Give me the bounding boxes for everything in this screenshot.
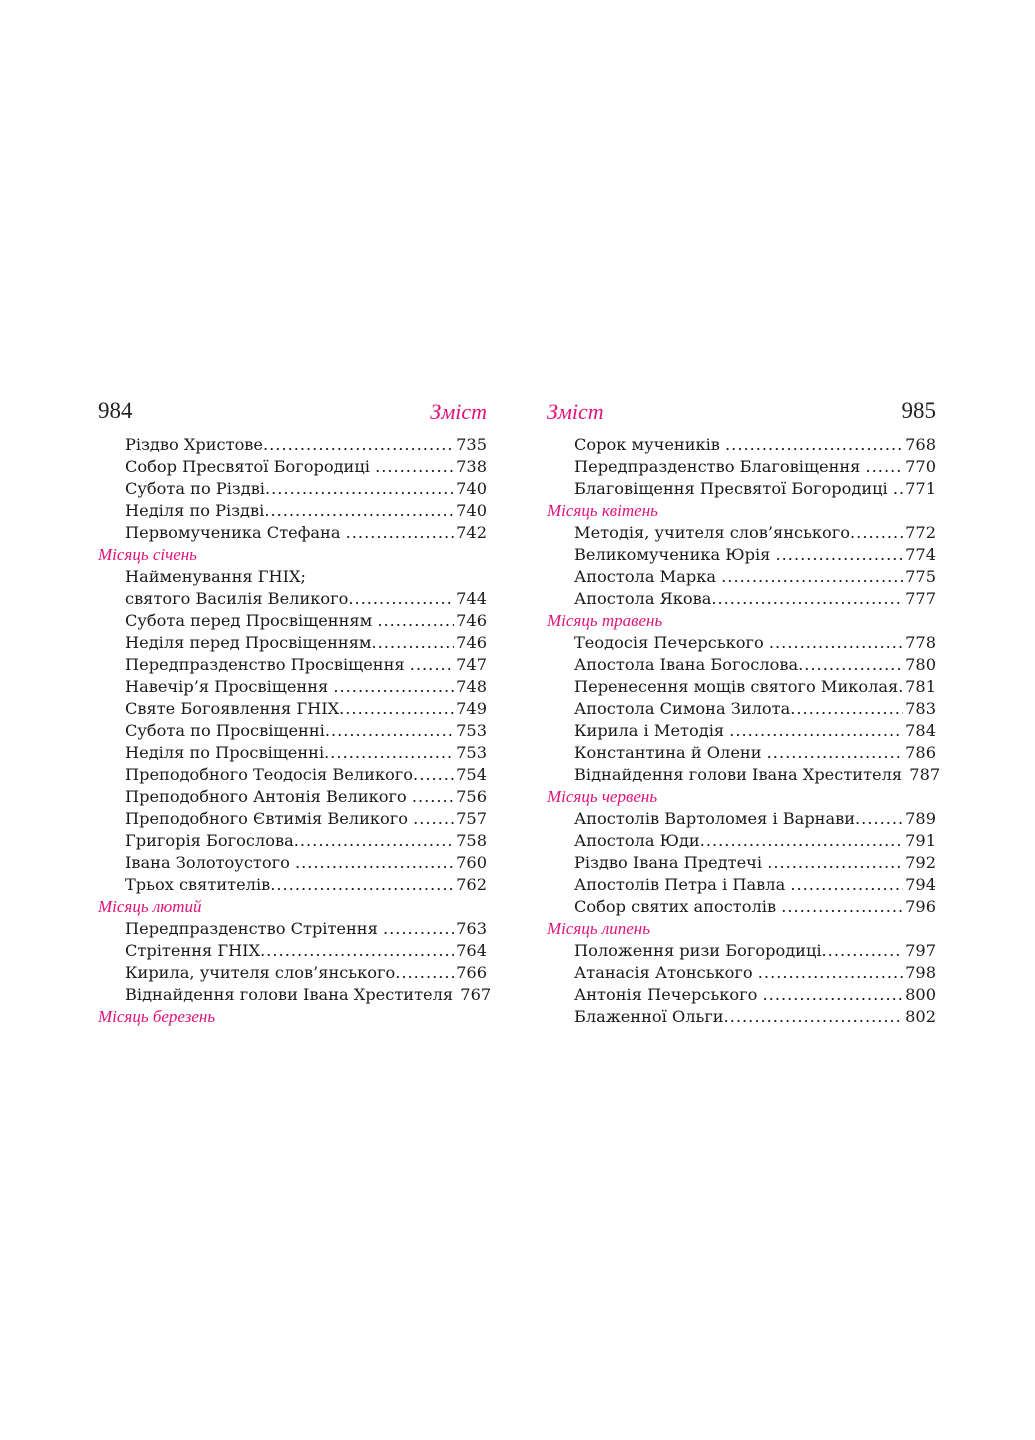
toc-entry-page: 798: [905, 963, 936, 982]
toc-entry-page: 794: [905, 875, 936, 894]
toc-entry-page: 768: [905, 435, 936, 454]
toc-entry-title: Різдво Івана Предтечі: [574, 853, 768, 872]
dot-leader: [767, 852, 903, 874]
toc-entry: [547, 1006, 936, 1028]
toc-entry-title: Віднайдення голови Івана Хрестителя: [574, 765, 908, 784]
toc-entry-title: Кирила, учителя слов’янського: [125, 963, 396, 982]
toc-entry-title: Святе Богоявлення ГНІХ: [125, 699, 340, 718]
toc-entry-page: 802: [905, 1007, 936, 1026]
toc-entry-page: 756: [456, 787, 487, 806]
toc-entry: [547, 764, 941, 786]
dot-leader: [264, 500, 454, 522]
toc-entry-page: 767: [460, 985, 492, 1004]
toc-entry-title: Положення ризи Богородиці: [574, 941, 822, 960]
dot-leader: [375, 456, 454, 478]
toc-entry: [98, 434, 487, 456]
toc-entry-page: 766: [456, 963, 487, 982]
toc-entry-page: 787: [909, 765, 941, 784]
section-title: Зміст: [430, 399, 487, 424]
toc-entry-title: Івана Золотоустого: [125, 853, 295, 872]
toc-entry-page: 740: [456, 501, 487, 520]
toc-entry-page: 780: [905, 655, 936, 674]
toc-entry-page: 746: [456, 633, 487, 652]
toc-entry: [547, 566, 936, 588]
dot-leader: [724, 1006, 904, 1028]
toc-entry-title: Найменування ГНІХ;: [125, 567, 306, 586]
toc-entry: [547, 940, 936, 962]
toc-entry-page: 796: [905, 897, 936, 916]
toc-entry-page: 753: [456, 721, 487, 740]
dot-leader: [383, 918, 454, 940]
toc-entry-title: Методія, учителя слов’янського: [574, 523, 851, 542]
toc-entry: [98, 830, 487, 852]
toc-entry: [547, 962, 936, 984]
toc-entry-title: Передпразденство Благовіщення: [574, 457, 866, 476]
toc-entry-title: Апостола Симона Зилота: [574, 699, 791, 718]
toc-list-left: [98, 434, 492, 1028]
toc-entry-title: Антонія Печерського: [574, 985, 763, 1004]
toc-entry: [547, 676, 936, 698]
toc-entry-title: Первомученика Стефана: [125, 523, 346, 542]
dot-leader: [263, 434, 454, 456]
dot-leader: [822, 940, 904, 962]
month-heading: Місяць квітень: [547, 501, 658, 520]
toc-list-right: [547, 434, 941, 1028]
month-heading: Місяць червень: [547, 787, 658, 806]
toc-entry-title: Апостолів Вартоломея і Варнави: [574, 809, 856, 828]
toc-entry-title: Теодосія Печерського: [574, 633, 769, 652]
dot-leader: [325, 720, 454, 742]
toc-entry-page: 777: [905, 589, 936, 608]
dot-leader: [348, 588, 454, 610]
month-heading: Місяць березень: [98, 1007, 216, 1026]
toc-entry-page: 742: [456, 523, 487, 542]
dot-leader: [790, 698, 903, 720]
toc-entry-page: 748: [456, 677, 487, 696]
dot-leader: [372, 632, 455, 654]
toc-entry-page: 778: [905, 633, 936, 652]
dot-leader: [776, 544, 904, 566]
toc-entry-page: 757: [456, 809, 487, 828]
toc-entry-page: 792: [905, 853, 936, 872]
toc-entry: [547, 720, 936, 742]
dot-leader: [725, 434, 903, 456]
dot-leader: [855, 808, 903, 830]
dot-leader: [413, 808, 454, 830]
toc-entry-page: 738: [456, 457, 487, 476]
dot-leader: [700, 830, 903, 852]
toc-entry-title: Блаженної Ольги: [574, 1007, 724, 1026]
page-number: 985: [901, 398, 936, 423]
toc-entry-title: Неділя по Просвіщенні: [125, 743, 325, 762]
right-running-head: [547, 398, 936, 434]
dot-leader: [758, 962, 903, 984]
dot-leader: [395, 962, 454, 984]
dot-leader: [798, 654, 903, 676]
left-page: [98, 398, 492, 1028]
toc-entry: [98, 962, 487, 984]
toc-entry-title: Субота по Просвіщенні: [125, 721, 325, 740]
toc-entry-title: Собор святих апостолів: [574, 897, 782, 916]
toc-entry-page: 747: [456, 655, 487, 674]
toc-entry: [98, 786, 487, 808]
toc-entry-title: Собор Пресвятої Богородиці: [125, 457, 376, 476]
toc-entry-page: 740: [456, 479, 487, 498]
toc-entry-title: святого Василія Великого: [125, 589, 349, 608]
toc-entry-title: Апостола Якова: [574, 589, 712, 608]
toc-entry-page: 744: [456, 589, 487, 608]
toc-entry-page: 735: [456, 435, 487, 454]
toc-entry: [98, 764, 487, 786]
toc-entry-page: 791: [905, 831, 936, 850]
toc-entry: [547, 434, 936, 456]
toc-entry-page: 771: [905, 479, 936, 498]
dot-leader: [339, 698, 454, 720]
toc-entry: [547, 896, 936, 918]
toc-entry-page: 770: [905, 457, 936, 476]
toc-entry: [547, 698, 936, 720]
dot-leader: [866, 456, 904, 478]
toc-entry-title: Апостола Юди: [574, 831, 700, 850]
toc-entry-title: Субота по Різдві: [125, 479, 265, 498]
toc-entry: [547, 654, 936, 676]
toc-entry: [547, 852, 936, 874]
section-title: Зміст: [547, 399, 604, 424]
dot-leader: [413, 764, 454, 786]
dot-leader: [767, 742, 903, 764]
dot-leader: [260, 940, 454, 962]
dot-leader: [346, 522, 454, 544]
dot-leader: [769, 632, 903, 654]
toc-entry-title: Преподобного Євтимія Великого: [125, 809, 414, 828]
toc-entry-page: 764: [456, 941, 487, 960]
toc-entry-title: Навечір’я Просвіщення: [125, 677, 334, 696]
dot-leader: [295, 852, 454, 874]
dot-leader: [850, 522, 903, 544]
dot-leader: [294, 830, 454, 852]
dot-leader: [729, 720, 903, 742]
toc-entry: [547, 478, 936, 500]
left-running-head: [98, 398, 487, 434]
toc-entry-line: [98, 566, 487, 588]
toc-entry-title: Віднайдення голови Івана Хрестителя: [125, 985, 459, 1004]
toc-entry-page: 763: [456, 919, 487, 938]
toc-entry: [547, 874, 936, 896]
toc-entry-page: 786: [905, 743, 936, 762]
dot-leader: [893, 478, 903, 500]
page-number: 984: [98, 398, 133, 423]
toc-entry: [547, 742, 936, 764]
toc-entry-page: 783: [905, 699, 936, 718]
toc-entry: [98, 698, 487, 720]
toc-entry: [98, 918, 487, 940]
toc-entry: [98, 852, 487, 874]
toc-entry: [98, 500, 487, 522]
dot-leader: [270, 874, 454, 896]
toc-entry: [98, 940, 487, 962]
toc-entry-page: 784: [905, 721, 936, 740]
toc-entry: [547, 808, 936, 830]
toc-entry-title: Трьох святителів: [125, 875, 271, 894]
month-heading: Місяць лютий: [98, 897, 202, 916]
toc-entry-title: Сорок мучеників: [574, 435, 726, 454]
toc-entry: [547, 544, 936, 566]
toc-entry: [98, 808, 487, 830]
dot-leader: [333, 676, 454, 698]
dot-leader: [711, 588, 903, 610]
toc-entry-title: Апостола Марка: [574, 567, 722, 586]
toc-entry-page: 760: [456, 853, 487, 872]
toc-entry: [98, 478, 487, 500]
toc-entry-page: 789: [905, 809, 936, 828]
dot-leader: [721, 566, 903, 588]
dot-leader: [324, 742, 454, 764]
toc-entry-title: Передпразденство Стрітення: [125, 919, 383, 938]
toc-entry-title: Різдво Христове: [125, 435, 264, 454]
dot-leader: [790, 874, 903, 896]
toc-entry-page: 772: [905, 523, 936, 542]
toc-entry-title: Преподобного Антонія Великого: [125, 787, 412, 806]
toc-entry-title: Апостолів Петра і Павла: [574, 875, 791, 894]
toc-entry-page: 762: [456, 875, 487, 894]
month-heading: Місяць січень: [98, 545, 197, 564]
toc-entry-page: 746: [456, 611, 487, 630]
toc-entry: [547, 984, 936, 1006]
toc-entry-title: Преподобного Теодосія Великого: [125, 765, 414, 784]
toc-entry: [98, 874, 487, 896]
toc-entry: [547, 830, 936, 852]
right-page: [547, 398, 941, 1028]
toc-entry-title: Неділя перед Просвіщенням: [125, 633, 372, 652]
toc-entry-title: Великомученика Юрія: [574, 545, 776, 564]
toc-entry: [98, 632, 487, 654]
toc-entry: [98, 522, 487, 544]
toc-entry: [98, 676, 487, 698]
toc-entry-title: Атанасія Атонського: [574, 963, 758, 982]
dot-leader: [377, 610, 454, 632]
dot-leader: [412, 786, 454, 808]
toc-entry: [547, 632, 936, 654]
toc-entry: [98, 610, 487, 632]
dot-leader: [763, 984, 904, 1006]
toc-entry-title: Неділя по Різдві: [125, 501, 265, 520]
toc-entry-title: Субота перед Просвіщенням: [125, 611, 378, 630]
toc-entry-title: Перенесення мощів святого Миколая: [574, 677, 899, 696]
toc-entry-page: 754: [456, 765, 487, 784]
month-heading: Місяць липень: [547, 919, 650, 938]
toc-entry-page: 753: [456, 743, 487, 762]
toc-entry-title: Кирила і Методія: [574, 721, 730, 740]
toc-entry: [98, 742, 487, 764]
toc-entry-title: Апостола Івана Богослова: [574, 655, 799, 674]
toc-entry-title: Григорія Богослова: [125, 831, 294, 850]
toc-entry-page: 749: [456, 699, 487, 718]
toc-entry: [547, 456, 936, 478]
toc-entry-page: 800: [905, 985, 936, 1004]
toc-entry: [547, 522, 936, 544]
toc-entry: [98, 720, 487, 742]
toc-entry-title: Благовіщення Пресвятої Богородиці: [574, 479, 893, 498]
toc-entry-title: Стрітення ГНІХ: [125, 941, 261, 960]
toc-entry-page: 781: [905, 677, 936, 696]
toc-entry-page: 758: [456, 831, 487, 850]
toc-entry: [98, 588, 487, 610]
toc-entry: [98, 984, 492, 1006]
toc-entry-page: 797: [905, 941, 936, 960]
dot-leader: [781, 896, 903, 918]
toc-entry-page: 774: [905, 545, 936, 564]
dot-leader: [265, 478, 454, 500]
toc-entry: [547, 588, 936, 610]
toc-entry-title: Константина й Олени: [574, 743, 767, 762]
dot-leader: [410, 654, 454, 676]
toc-entry: [98, 456, 487, 478]
month-heading: Місяць травень: [547, 611, 663, 630]
toc-entry-title: Передпразденство Просвіщення: [125, 655, 410, 674]
toc-entry: [98, 654, 487, 676]
toc-entry-page: 775: [905, 567, 936, 586]
